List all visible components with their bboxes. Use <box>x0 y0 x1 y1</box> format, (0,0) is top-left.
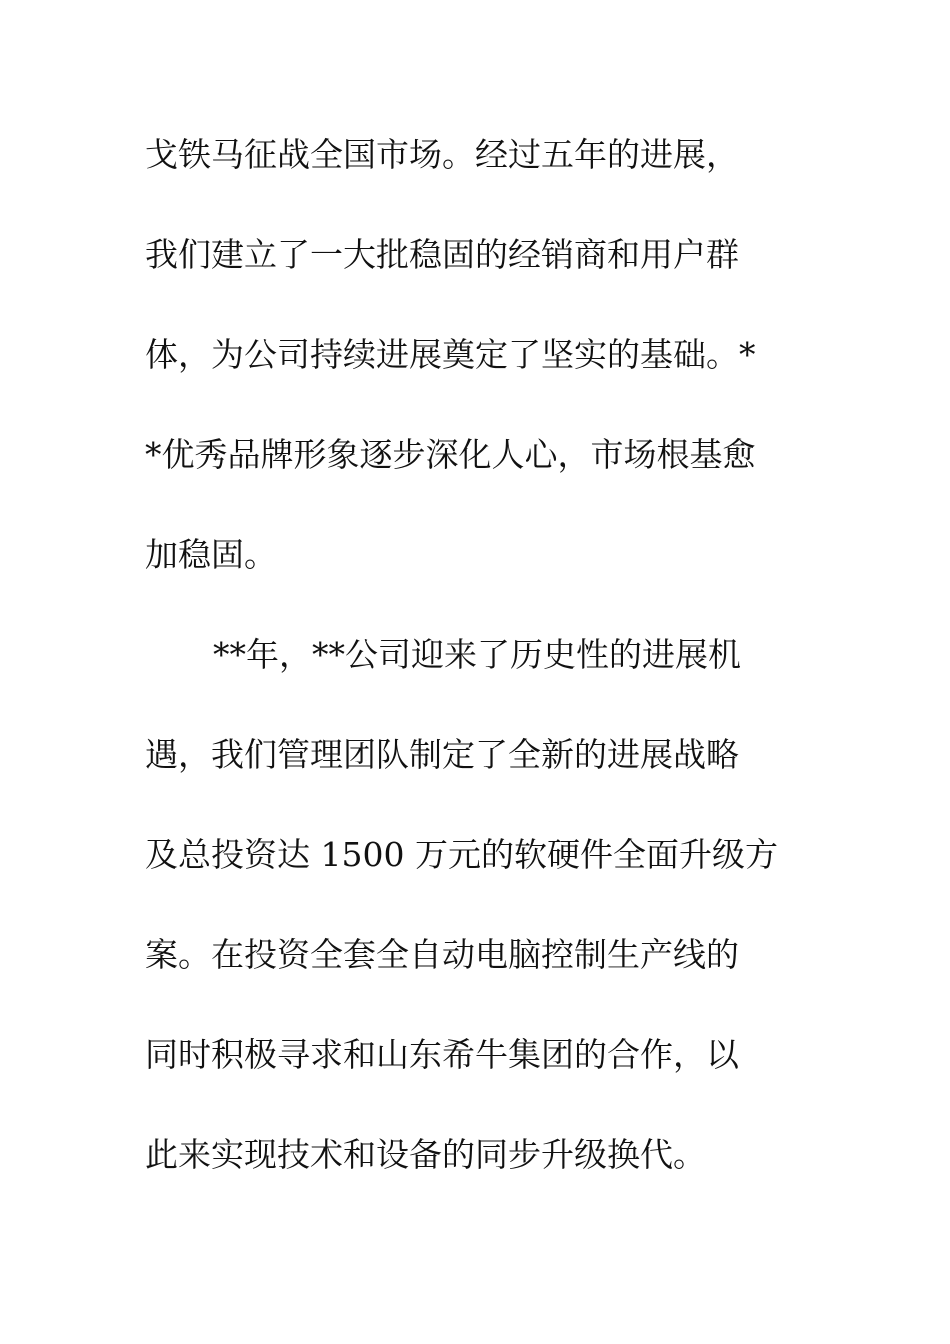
paragraph-first-line: **年，**公司迎来了历史性的进展机 <box>213 635 741 674</box>
text-line: 同时积极寻求和山东希牛集团的合作，以 <box>145 1035 739 1074</box>
document-body <box>145 130 805 1230</box>
text-line: 加稳固。 <box>145 535 277 574</box>
text-line: 及总投资达 1500 万元的软硬件全面升级方 <box>145 835 778 874</box>
text-line: 戈铁马征战全国市场。经过五年的进展， <box>145 135 739 174</box>
text-line: 此来实现技术和设备的同步升级换代。 <box>145 1135 706 1174</box>
text-line: 案。在投资全套全自动电脑控制生产线的 <box>145 935 739 974</box>
text-line: 我们建立了一大批稳固的经销商和用户群 <box>145 235 739 274</box>
text-line: 遇，我们管理团队制定了全新的进展战略 <box>145 735 739 774</box>
text-line: *优秀品牌形象逐步深化人心，市场根基愈 <box>145 435 756 474</box>
text-line: 体，为公司持续进展奠定了坚实的基础。* <box>145 335 756 374</box>
